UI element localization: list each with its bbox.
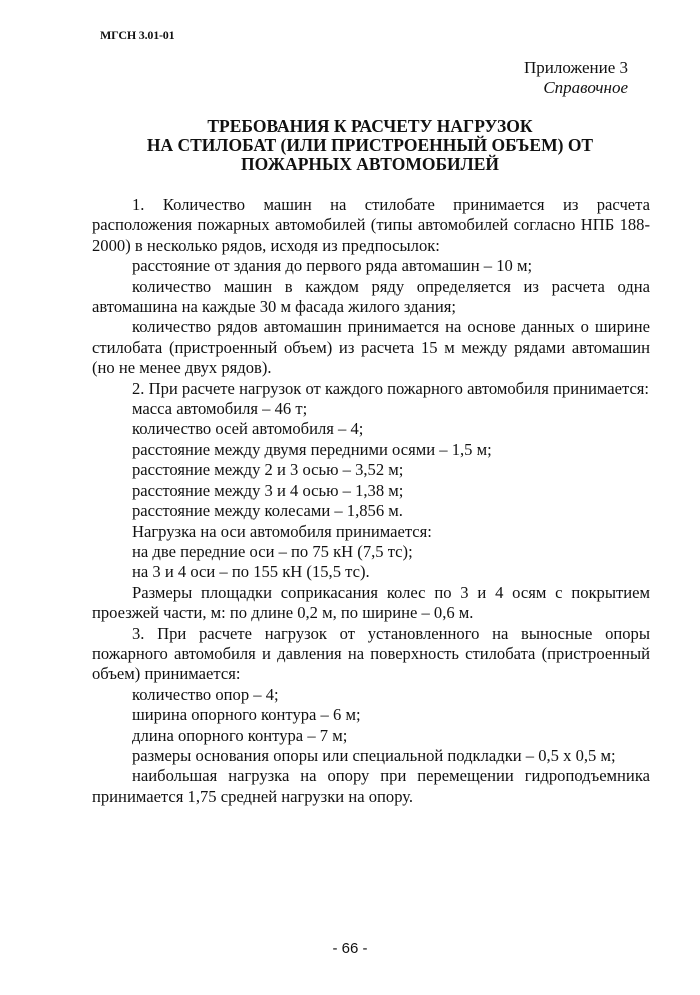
max-load-paragraph: наибольшая нагрузка на опору при перемещении гидроподъемника принимается 1,75 средней нагрузки на опору.	[92, 766, 650, 806]
appendix-kind: Справочное	[543, 78, 628, 97]
section-2-item: на две передние оси – по 75 кН (7,5 тс);	[132, 541, 413, 561]
document-body	[92, 195, 650, 807]
axle-load-heading: Нагрузка на оси автомобиля принимается:	[132, 521, 432, 541]
section-1-intro: 1. Количество машин на стилобате принимается из расчета расположения пожарных автомобилей (типы автомобилей согласно НПБ 188-2000) в несколько рядов, исходя из предпосылок:	[92, 195, 650, 255]
appendix-label: Приложение 3	[524, 58, 628, 77]
section-2-item: на 3 и 4 оси – по 155 кН (15,5 тс).	[132, 562, 370, 582]
section-3-item: длина опорного контура – 7 м;	[132, 725, 348, 745]
page-number: - 66 -	[332, 940, 368, 957]
section-3-item: ширина опорного контура – 6 м;	[132, 705, 361, 725]
section-1-item: количество машин в каждом ряду определяется из расчета одна автомашина на каждые 30 м фасада жилого здания;	[92, 276, 650, 317]
section-3-item: количество опор – 4;	[132, 684, 279, 704]
section-2-item: расстояние между 3 и 4 осью – 1,38 м;	[132, 480, 404, 500]
section-2-item: расстояние между двумя передними осями – 1,5 м;	[132, 439, 492, 459]
title-line-2: НА СТИЛОБАТ (ИЛИ ПРИСТРОЕННЫЙ ОБЪЕМ) ОТ	[146, 135, 594, 155]
section-1-item: расстояние от здания до первого ряда автомашин – 10 м;	[132, 256, 533, 276]
section-2-intro: 2. При расчете нагрузок от каждого пожарного автомобиля принимается:	[132, 378, 650, 398]
section-1-item: количество рядов автомашин принимается на основе данных о ширине стилобата (пристроенный объем) из расчета 15 м между рядами автомашин (но не менее двух рядов).	[92, 317, 650, 378]
page-title	[90, 117, 650, 174]
appendix-block	[524, 58, 628, 98]
document-code: МГСН 3.01-01	[100, 28, 175, 42]
contact-area-paragraph: Размеры площадки соприкасания колес по 3 и 4 осям с покрытием проезжей части, м: по длине 0,2 м, по ширине – 0,6 м.	[92, 582, 650, 623]
section-2-item: количество осей автомобиля – 4;	[132, 419, 364, 439]
section-2-item: расстояние между колесами – 1,856 м.	[132, 501, 403, 521]
section-2-item: масса автомобиля – 46 т;	[132, 399, 308, 419]
title-line-3: ПОЖАРНЫХ АВТОМОБИЛЕЙ	[241, 154, 499, 174]
title-line-1: ТРЕБОВАНИЯ К РАСЧЕТУ НАГРУЗОК	[207, 116, 533, 136]
section-2-item: расстояние между 2 и 3 осью – 3,52 м;	[132, 460, 404, 480]
section-3-item: размеры основания опоры или специальной подкладки – 0,5 х 0,5 м;	[132, 745, 616, 765]
section-3-intro: 3. При расчете нагрузок от установленного на выносные опоры пожарного автомобиля и давления на поверхность стилобата (пристроенный объем) принимается:	[92, 623, 650, 684]
